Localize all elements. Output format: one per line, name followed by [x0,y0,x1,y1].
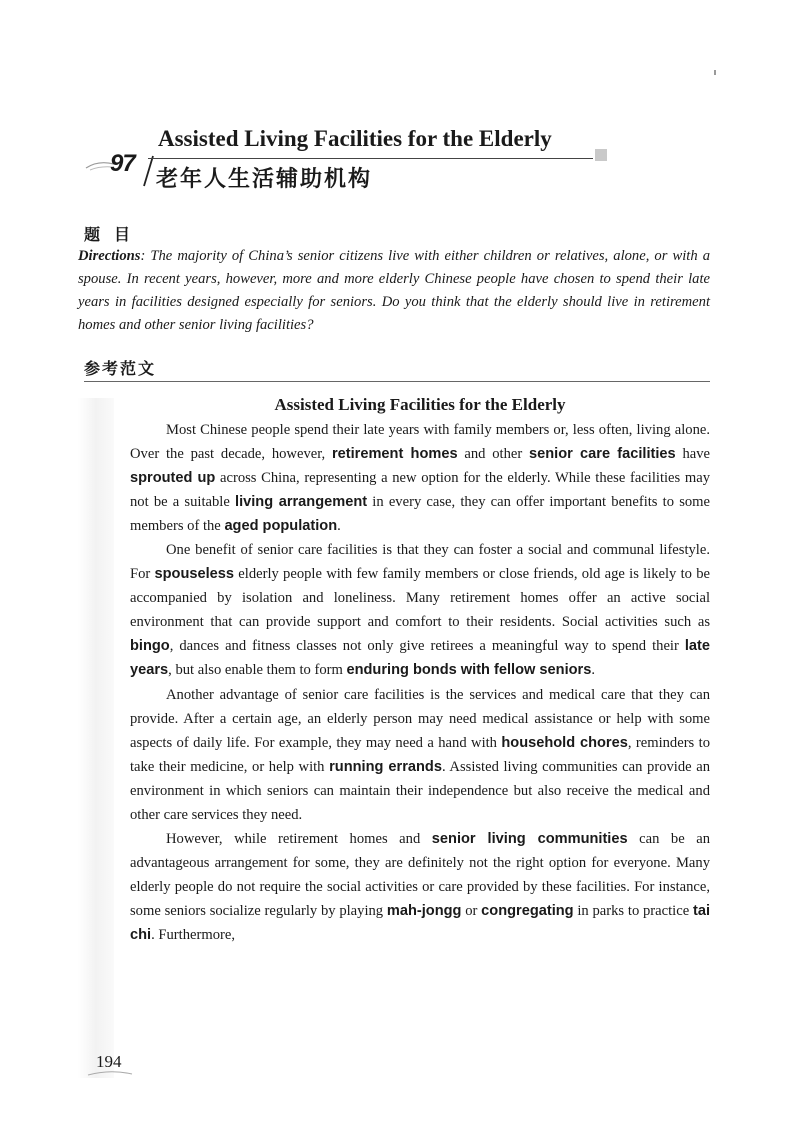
key-phrase: congregating [481,902,574,919]
page-number-swoosh [86,1068,136,1078]
essay-text: However, while retirement homes and [166,830,432,847]
essay-text: . [337,518,341,535]
essay-paragraph [130,683,710,827]
key-phrase: aged population [224,518,338,535]
title-square-decoration [595,149,607,161]
chapter-title-english: Assisted Living Facilities for the Elderly [158,126,552,151]
reference-divider [84,381,710,382]
key-phrase: mah-jongg [386,902,462,919]
essay-text: and other [457,446,530,463]
directions-text [78,245,710,337]
essay-body [130,418,710,947]
essay-text: One benefit of senior care facilities is that they can foster a social and communal lifestyle. For [130,542,710,583]
directions-label: Directions [78,248,141,264]
essay-text: or [461,902,482,919]
essay-text: , but also enable them to form [168,662,347,679]
essay-text: , reminders to take their medicine, or help with [130,734,710,775]
essay-paragraph [130,538,710,682]
key-phrase: running errands [329,758,442,775]
essay-paragraph [130,827,710,947]
essay-paragraph [130,418,710,538]
reference-heading: 参考范文 [84,359,157,378]
chapter-title-chinese: 老年人生活辅助机构 [156,167,373,192]
key-phrase: sprouted up [130,470,216,487]
essay-title: Assisted Living Facilities for the Elderly [274,395,566,414]
key-phrase: senior living communities [431,830,628,847]
essay-text: . [591,662,595,679]
essay-text: Most Chinese people spend their late years with family members or, less often, living alone. Over the past decade, however, [130,422,710,463]
title-divider [148,158,593,159]
essay-text: in parks to practice [573,902,693,919]
essay-text: elderly people with few family members or close friends, old age is likely to be accompanied by isolation and loneliness. Many retirement homes offer an active social environment that can provide support and comfort to their residents. Social activities such as [130,566,710,631]
essay-text: across China, representing a new option for the elderly. While these facilities may not be a suitable [130,470,710,511]
key-phrase: tai chi [130,902,710,943]
essay-text: can be an advantageous arrangement for some, they are definitely not the right option for everyone. Many elderly people do not require the social activities or care provided by these facilities. For instance, some seniors socialize regularly by playing [130,830,711,919]
key-phrase: household chores [501,734,628,751]
margin-shading [78,398,114,1078]
key-phrase: enduring bonds with fellow seniors [346,662,592,679]
key-phrase: retirement homes [331,446,458,463]
page-number: 194 [96,1052,122,1071]
essay-text: Another advantage of senior care facilities is the services and medical care that they can provide. After a certain age, an elderly person may need medical assistance or help with some aspects of daily life. For example, they may need a hand with [130,686,710,751]
essay-text: . Assisted living communities can provide an environment in which seniors can maintain their independence but also receive the medical and other care services they need. [130,758,710,823]
essay-text: . Furthermore, [151,926,235,943]
essay-text: , dances and fitness classes not only give retirees a meaningful way to spend their [169,638,685,655]
directions-body: : The majority of China’s senior citizens live with either children or relatives, alone, or with a spouse. In recent years, however, more and more elderly Chinese people have chosen to spend their late years in facilities designed especially for seniors. Do you think that the elderly should live in retirement homes and other senior living facilities? [78,248,710,333]
chapter-slash-decoration [141,154,155,188]
key-phrase: bingo [130,638,170,655]
essay-text: have [675,446,711,463]
key-phrase: senior care facilities [529,446,676,463]
key-phrase: late years [130,638,710,679]
scan-mark [714,70,716,75]
key-phrase: spouseless [154,566,235,583]
chapter-number: 97 [110,150,135,177]
topic-heading: 题目 [84,225,145,244]
key-phrase: living arrangement [235,494,368,511]
essay-text: in every case, they can offer important benefits to some members of the [130,494,710,535]
